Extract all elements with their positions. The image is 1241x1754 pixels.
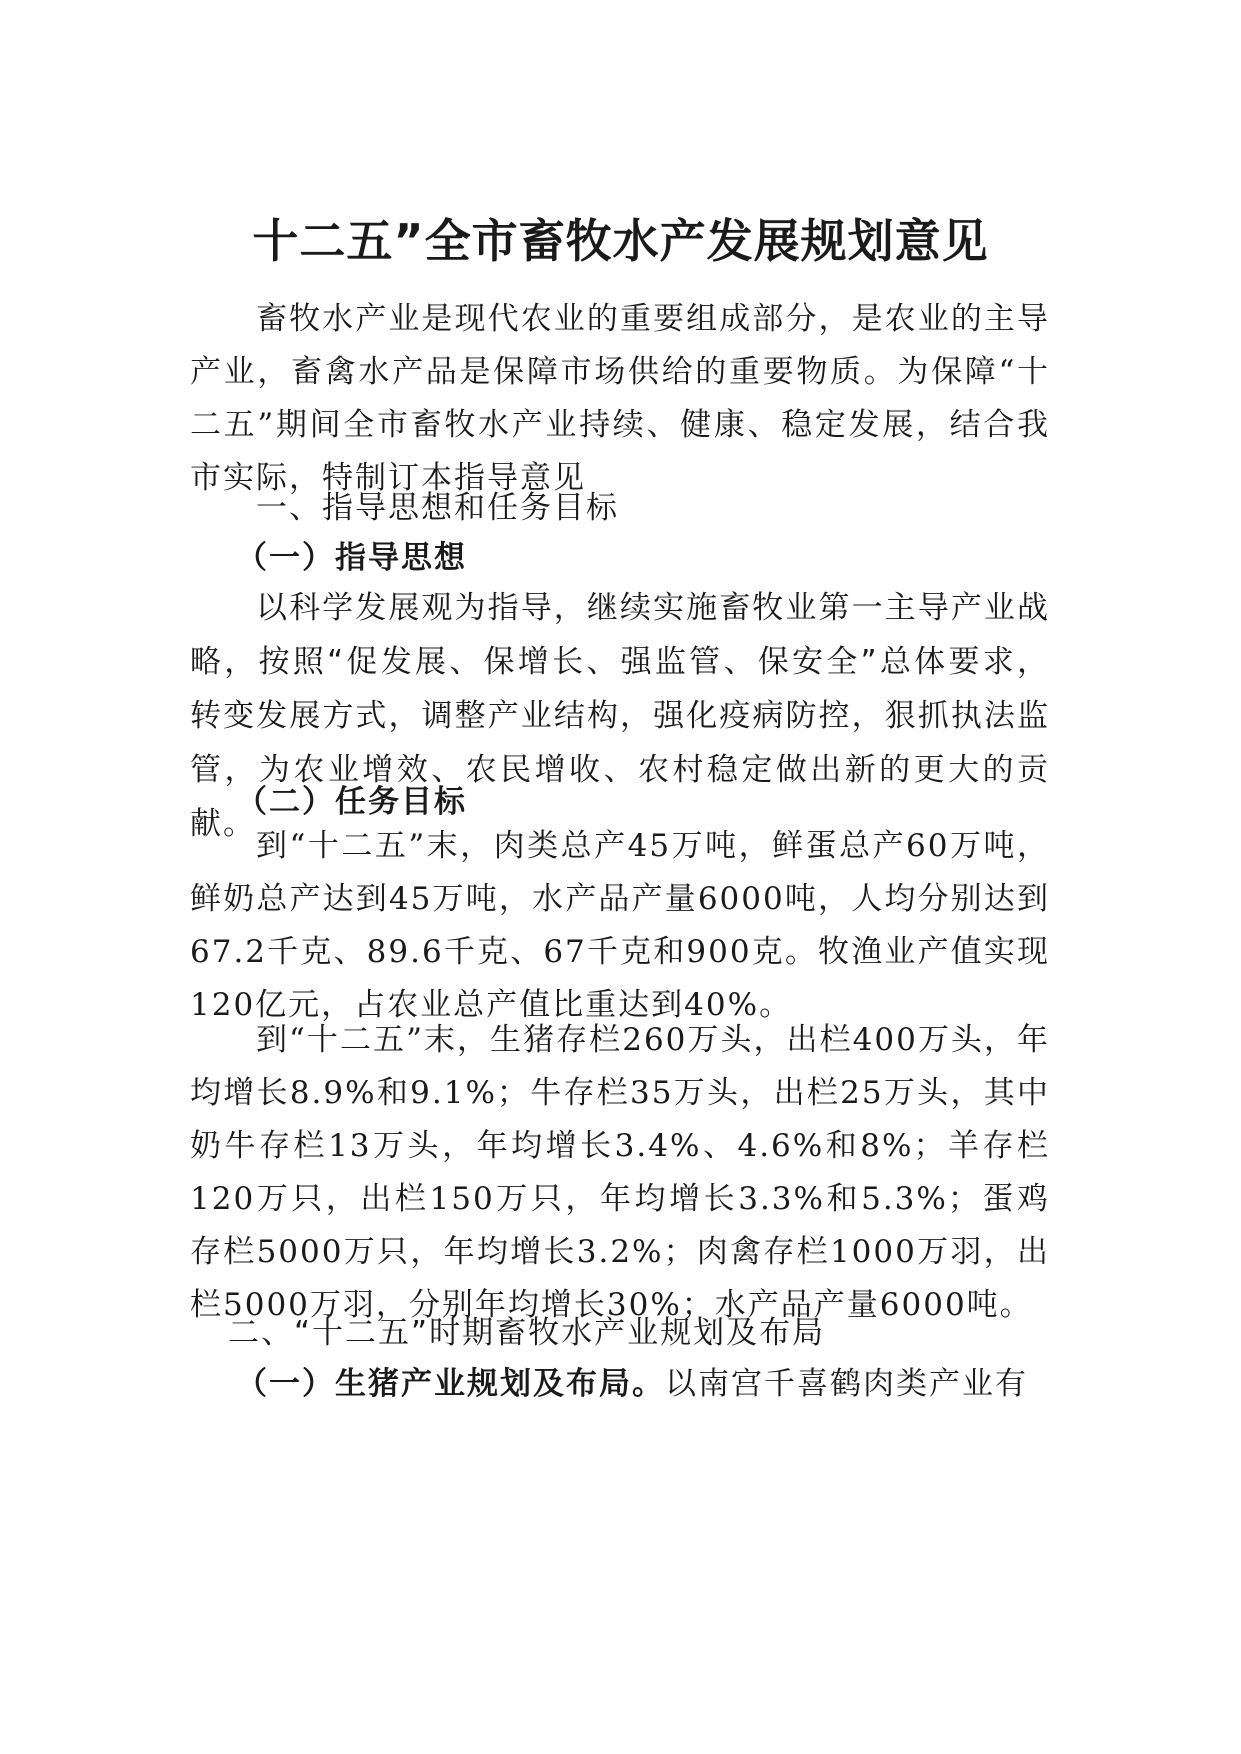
subsection-guiding-thought-heading: （一）指导思想 — [236, 540, 467, 576]
pig-industry-heading: （一）生猪产业规划及布局。 — [236, 1366, 665, 1402]
task-goals-paragraph-2: 到“十二五”末，生猪存栏260万头，出栏400万头，年均增长8.9%和9.1%；牛存栏35万头，出栏25万头，其中奶牛存栏13万头，年均增长3.4%、4.6%和8%；羊存栏120万只，出栏150万只，年均增长3.3%和5.3%；蛋鸡存栏5000万只，年均增长3.2%；肉禽存栏1000万羽，出栏5000万羽，分别年均增长30%；水产品产量6000吨。 — [190, 1022, 1050, 1323]
document-title: 十二五”全市畜牧水产发展规划意见 — [252, 214, 989, 268]
section-2-heading: 二、“十二五”时期畜牧水产业规划及布局 — [228, 1315, 826, 1351]
pig-industry-paragraph — [236, 1358, 1028, 1403]
subsection-task-goals-heading: （二）任务目标 — [236, 784, 467, 820]
guiding-thought-paragraph: 以科学发展观为指导，继续实施畜牧业第一主导产业战略，按照“促发展、保增长、强监管、保安全”总体要求，转变发展方式，调整产业结构，强化疫病防控，狠抓执法监管，为农业增效、农民增收、农村稳定做出新的更大的贡献。 — [190, 590, 1050, 842]
pig-industry-text: 以南宫千喜鹤肉类产业有 — [665, 1366, 1028, 1402]
task-goals-paragraph-1: 到“十二五”末，肉类总产45万吨，鲜蛋总产60万吨，鲜奶总产达到45万吨，水产品产量6000吨，人均分别达到67.2千克、89.6千克、67千克和900克。牧渔业产值实现120亿元，占农业总产值比重达到40%。 — [190, 828, 1050, 1023]
section-1-heading: 一、指导思想和任务目标 — [256, 490, 619, 526]
intro-paragraph: 畜牧水产业是现代农业的重要组成部分，是农业的主导产业，畜禽水产品是保障市场供给的重要物质。为保障“十二五”期间全市畜牧水产业持续、健康、稳定发展，结合我市实际，特制订本指导意见 — [190, 301, 1050, 496]
